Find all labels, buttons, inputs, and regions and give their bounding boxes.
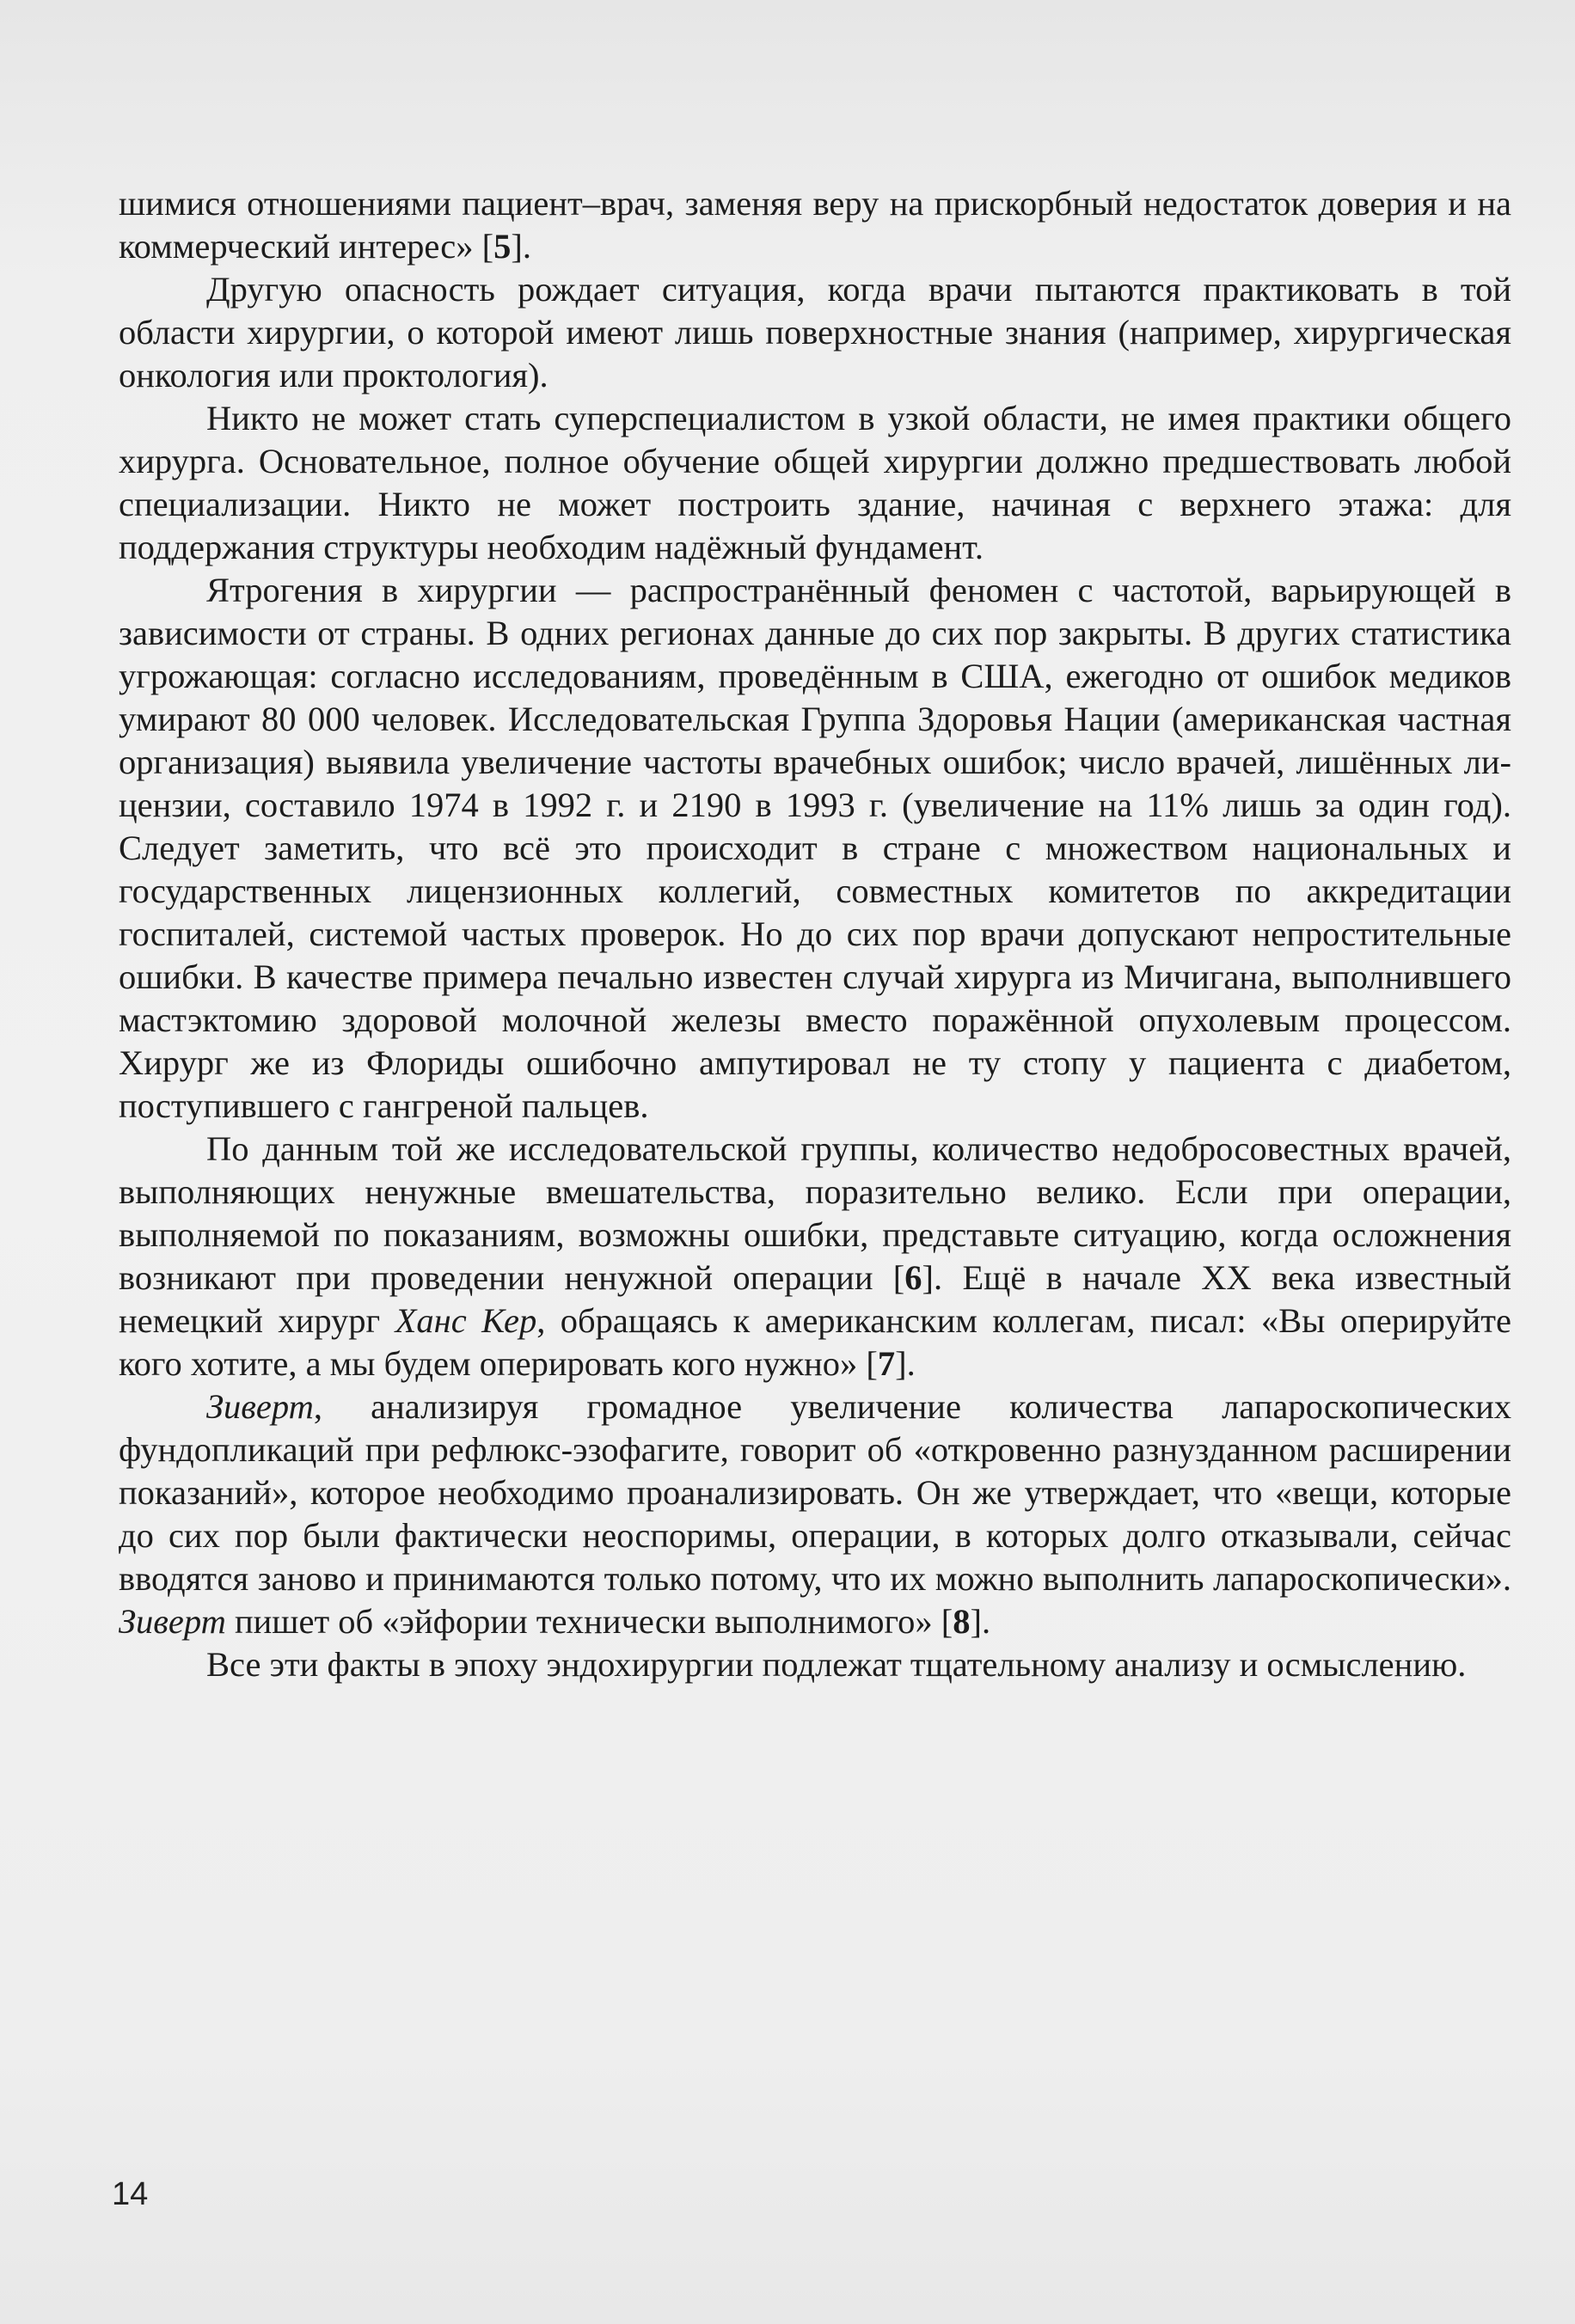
citation-ref: 6 [904,1258,922,1297]
page-number: 14 [112,2176,149,2212]
body-text [119,182,1511,1686]
text-run: Другую опасность рождает ситуация, когда врачи пытаются практиковать в той области хирургии, о которой имеют лишь поверхностные знания (например, хирургическая онкология или проктология). [119,270,1511,394]
author-name: Зиверт [206,1387,314,1426]
text-run: Все эти факты в эпоху эндохирургии подлежат тщательному анализу и осмыслению. [206,1645,1467,1684]
paragraph [119,569,1511,1128]
text-run: ]. [895,1344,916,1383]
paragraph [119,182,1511,268]
text-run: ]. [511,227,532,266]
text-run: шимися отношениями пациент–врач, заменяя веру на прискорбный недостаток доверия и на коммерческий интерес» [ [119,184,1511,266]
text-run: , обращаясь к американским коллегам, писал: «Вы оперируйте кого хотите, а мы будем оперировать кого нужно» [ [119,1301,1511,1383]
text-run: Ятрогения в хирургии — распространённый феномен с частотой, варьирующей в зависимости от страны. В одних регионах данные до сих пор закрыты. В других статистика угрожающая: согласно исследованиям, проведённым в США, ежегодно от ошибок медиков умирают 80 000 человек. Исследовательская Группа Здоровья Нации (американская частная организация) выявила увеличение частоты врачебных ошибок; число врачей, лишённых лицензии, составило 1974 в 1992 г. и 2190 в 1993 г. (увеличение на 11% лишь за один год). Следует заметить, что всё это происходит в стране с множеством национальных и государственных лицензионных коллегий, совместных комитетов по аккредитации госпиталей, системой частых проверок. Но до сих пор врачи допускают непростительные ошибки. В качестве примера печально известен случай хирурга из Мичигана, выполнившего мастэктомию здоровой молочной железы вместо поражённой опухолевым процессом. Хирург же из Флориды ошибочно ампутировал не ту стопу у пациента с диабетом, поступившего с гангреной пальцев. [119,571,1511,1125]
citation-ref: 5 [493,227,512,266]
text-run: , анализируя громадное увеличение количества лапароскопических фундопликаций при рефлюкс-эзофагите, говорит об «откровенно разнузданном расширении показаний», которое необходимо проанализировать. Он же утверждает, что «вещи, которые до сих пор были фактически неоспоримы, операции, в которых долго отказывали, сейчас вводятся заново и принимаются только потому, что их можно выполнить лапароскопически». [119,1387,1511,1598]
text-run: По данным той же исследовательской группы, количество недобросовестных врачей, выполняющих ненужные вмешательства, поразительно велико. Если при операции, выполняемой по показаниям, возможны ошибки, представьте ситуацию, когда осложнения возникают при проведении ненужной операции [ [119,1129,1511,1297]
text-run: Никто не может стать суперспециалистом в узкой области, не имея практики общего хирурга. Основательное, полное обучение общей хирургии должно предшествовать любой специализации. Никто не может построить здание, начиная с верхнего этажа: для поддержания структуры необходим надёжный фундамент. [119,399,1511,566]
paragraph [119,1385,1511,1643]
paragraph [119,397,1511,569]
citation-ref: 8 [953,1602,971,1641]
author-name: Зиверт [119,1602,226,1641]
paragraph [119,1128,1511,1385]
text-run: пишет об «эйфории технически выполнимого» [ [225,1602,953,1641]
paragraph [119,1643,1511,1686]
citation-ref: 7 [877,1344,896,1383]
author-name: Ханс Кер [395,1301,537,1340]
text-run: ]. Ещё в начале XX века известный немецкий хирург [119,1258,1511,1340]
text-run: ]. [970,1602,991,1641]
paragraph [119,268,1511,397]
